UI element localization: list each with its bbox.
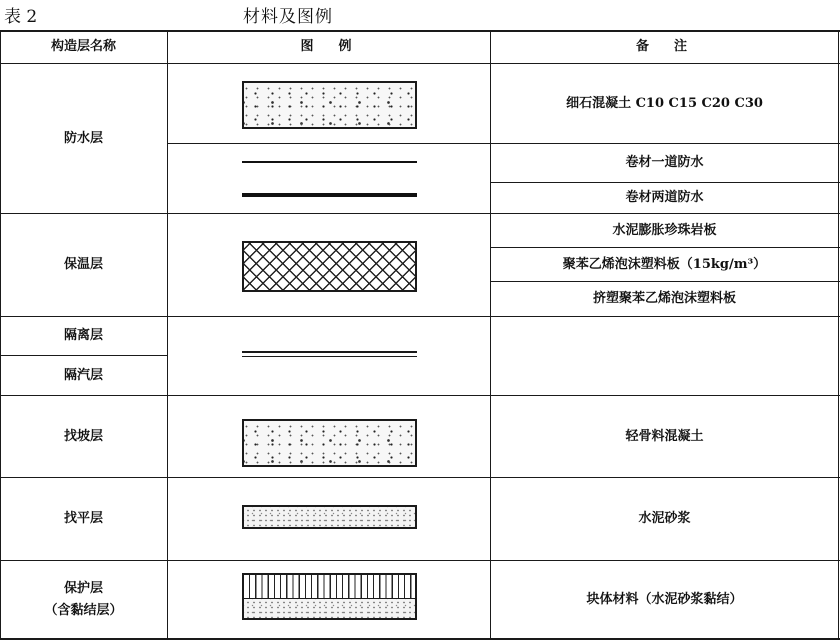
layer-leveling: 找平层 <box>63 511 103 526</box>
remark-perlite-board: 水泥膨胀珍珠岩板 <box>612 222 717 238</box>
remark-xps-board: 挤塑聚苯乙烯泡沫塑料板 <box>592 291 736 306</box>
remark-lightweight-concrete: 轻骨料混凝土 <box>625 428 704 444</box>
layer-slope: 找坡层 <box>63 428 103 444</box>
pattern-lightweight-concrete <box>242 419 417 467</box>
table-label: 表 2 <box>4 7 38 27</box>
pattern-cement-mortar <box>242 505 417 529</box>
header-legend: 图 例 <box>300 39 358 54</box>
pattern-fine-concrete <box>242 81 417 129</box>
pattern-block-material <box>242 573 417 599</box>
layer-vapor-barrier: 隔汽层 <box>63 367 103 383</box>
remark-fine-concrete: 细石混凝土 C10 C15 C20 C30 <box>566 95 763 111</box>
header-layer-name: 构造层名称 <box>50 39 116 54</box>
pattern-single-membrane-line <box>242 161 417 163</box>
remark-membrane-one: 卷材一道防水 <box>625 155 704 170</box>
layer-protective-label: 保护层 <box>63 580 103 596</box>
layer-waterproof: 防水层 <box>63 130 103 146</box>
table-title: 材料及图例 <box>243 7 333 27</box>
pattern-bonding-mortar <box>242 598 417 620</box>
header-remarks: 备 注 <box>635 39 693 54</box>
layer-protective-note: （含黏结层） <box>44 602 123 618</box>
pattern-double-membrane-line <box>242 193 417 197</box>
remark-membrane-two: 卷材两道防水 <box>625 190 704 205</box>
pattern-isolation-line-bottom <box>242 356 417 357</box>
pattern-insulation-crosshatch <box>242 241 417 292</box>
remark-cement-mortar: 水泥砂浆 <box>638 511 691 526</box>
remark-eps-board: 聚苯乙烯泡沫塑料板（15kg/m³） <box>562 256 767 272</box>
layer-insulation: 保温层 <box>63 257 103 272</box>
remark-block-material: 块体材料（水泥砂浆黏结） <box>586 591 743 607</box>
layer-isolation: 隔离层 <box>63 328 103 343</box>
pattern-isolation-line-top <box>242 351 417 353</box>
layer-protective <box>0 561 167 638</box>
